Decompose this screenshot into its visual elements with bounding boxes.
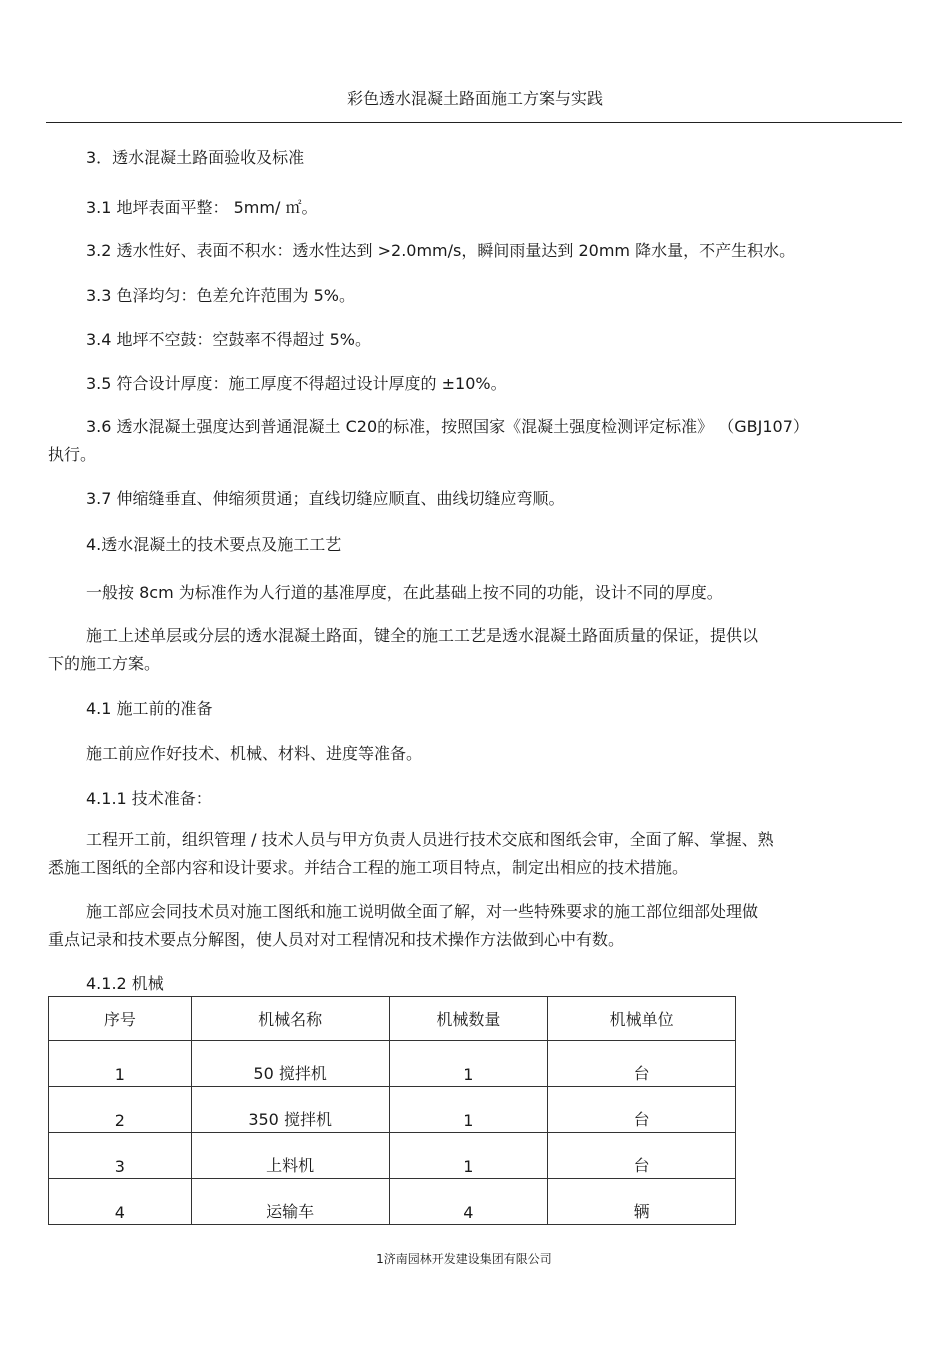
cell-index: 4 (49, 1179, 192, 1225)
cell-unit: 台 (548, 1041, 736, 1087)
cell-quantity: 1 (389, 1087, 548, 1133)
item-3-5: 3.5 符合设计厚度：施工厚度不得超过设计厚度的 ±10%。 (86, 374, 507, 393)
item-3-2: 3.2 透水性好、表面不积水：透水性达到 >2.0mm/s，瞬间雨量达到 20mm 降水量，不产生积水。 (86, 241, 796, 260)
cell-quantity: 1 (389, 1133, 548, 1179)
cell-unit: 台 (548, 1133, 736, 1179)
cell-name: 50 搅拌机 (191, 1041, 389, 1087)
cell-name: 350 搅拌机 (191, 1087, 389, 1133)
table-row (49, 1179, 736, 1225)
header-divider (46, 122, 902, 123)
table-row (49, 1041, 736, 1087)
paragraph-4-1: 施工前应作好技术、机械、材料、进度等准备。 (86, 744, 423, 763)
cell-quantity: 4 (389, 1179, 548, 1225)
item-3-6-line1: 3.6 透水混凝土强度达到普通混凝土 C20的标准，按照国家《混凝土强度检测评定标准》 （GBJ107） (86, 417, 809, 436)
cell-unit: 台 (548, 1087, 736, 1133)
machinery-table (48, 996, 736, 1225)
paragraph-4-1-1-a (48, 826, 908, 882)
header-cell-index: 序号 (49, 997, 192, 1041)
cell-index: 1 (49, 1041, 192, 1087)
cell-unit: 辆 (548, 1179, 736, 1225)
section-4-1-1-heading: 4.1.1 技术准备： (86, 789, 212, 808)
section-4-1-heading: 4.1 施工前的准备 (86, 699, 213, 718)
section-3-heading: 3．透水混凝土路面验收及标准 (86, 148, 305, 167)
item-3-1: 3.1 地坪表面平整： 5mm/ ㎡。 (86, 198, 318, 217)
header-cell-unit: 机械单位 (548, 997, 736, 1041)
page-header-title: 彩色透水混凝土路面施工方案与实践 (346, 89, 603, 108)
cell-name: 上料机 (191, 1133, 389, 1179)
section-4-heading: 4.透水混凝土的技术要点及施工工艺 (86, 535, 342, 554)
paragraph-4-1-1-b-line2: 重点记录和技术要点分解图，使人员对对工程情况和技术操作方法做到心中有数。 (48, 930, 625, 949)
paragraph-4-1-1-b-line1: 施工部应会同技术员对施工图纸和施工说明做全面了解，对一些特殊要求的施工部位细部处理做 (86, 902, 759, 921)
paragraph-scheme-line2: 下的施工方案。 (48, 654, 161, 673)
paragraph-scheme-line1: 施工上述单层或分层的透水混凝土路面，键全的施工工艺是透水混凝土路面质量的保证，提供以 (86, 626, 759, 645)
cell-name: 运输车 (191, 1179, 389, 1225)
cell-index: 2 (49, 1087, 192, 1133)
header-cell-quantity: 机械数量 (389, 997, 548, 1041)
paragraph-scheme (48, 622, 908, 678)
paragraph-4-1-1-a-line1: 工程开工前，组织管理 / 技术人员与甲方负责人员进行技术交底和图纸会审，全面了解、掌握、熟 (86, 830, 774, 849)
paragraph-thickness: 一般按 8cm 为标准作为人行道的基准厚度，在此基础上按不同的功能，设计不同的厚度。 (86, 583, 723, 602)
item-3-6 (48, 413, 908, 469)
page-footer: 1济南园林开发建设集团有限公司 (376, 1252, 552, 1266)
header-cell-name: 机械名称 (191, 997, 389, 1041)
cell-quantity: 1 (389, 1041, 548, 1087)
paragraph-4-1-1-a-line2: 悉施工图纸的全部内容和设计要求。并结合工程的施工项目特点，制定出相应的技术措施。 (48, 858, 689, 877)
item-3-6-line2: 执行。 (48, 445, 97, 464)
item-3-3: 3.3 色泽均匀：色差允许范围为 5%。 (86, 286, 356, 305)
item-3-4: 3.4 地坪不空鼓：空鼓率不得超过 5%。 (86, 330, 372, 349)
cell-index: 3 (49, 1133, 192, 1179)
item-3-7: 3.7 伸缩缝垂直、伸缩须贯通；直线切缝应顺直、曲线切缝应弯顺。 (86, 489, 565, 508)
section-4-1-2-heading: 4.1.2 机械 (86, 974, 164, 993)
table-row (49, 1087, 736, 1133)
paragraph-4-1-1-b (48, 898, 908, 954)
table-header-row (49, 997, 736, 1041)
table-row (49, 1133, 736, 1179)
